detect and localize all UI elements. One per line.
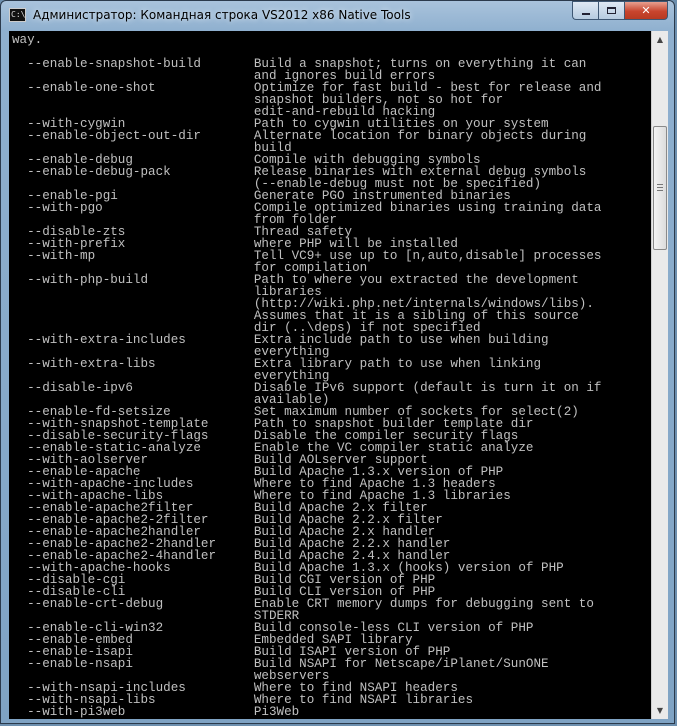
scroll-thumb[interactable] <box>653 126 667 250</box>
console-line: --with-php-build Path to where you extracted the development <box>12 273 579 287</box>
console-line: --with-pi3web Pi3Web <box>12 705 300 719</box>
console-line: --enable-apache2handler Build Apache 2.x handler <box>12 525 436 539</box>
console-line: available) <box>12 393 330 407</box>
console-output[interactable] <box>9 31 651 719</box>
console-line: --enable-debug-pack Release binaries with external debug symbols <box>12 165 587 179</box>
window-title: Администратор: Командная строка VS2012 x86 Native Tools <box>33 8 411 22</box>
maximize-icon <box>607 7 616 14</box>
console-line: --with-nsapi-includes Where to find NSAPI headers <box>12 681 458 695</box>
console-line: Assumes that it is a sibling of this source <box>12 309 579 323</box>
close-icon: ✕ <box>641 4 651 17</box>
console-line: --enable-nsapi Build NSAPI for Netscape/iPlanet/SunONE <box>12 657 549 671</box>
console-line: --enable-object-out-dir Alternate location for binary objects during <box>12 129 587 143</box>
console-line: dir (..\deps) if not specified <box>12 321 481 335</box>
console-line: --with-extra-libs Extra library path to use when linking <box>12 357 542 371</box>
minimize-icon <box>582 13 590 15</box>
caption-buttons <box>572 1 668 20</box>
console-line: (--enable-debug must not be specified) <box>12 177 542 191</box>
console-line: edit-and-rebuild hacking <box>12 105 436 119</box>
console-line: --enable-apache Build Apache 1.3.x version of PHP <box>12 465 504 479</box>
console-line: --enable-crt-debug Enable CRT memory dumps for debugging sent to <box>12 597 594 611</box>
console-line: --disable-zts Thread safety <box>12 225 353 239</box>
console-line: --enable-apache2-2handler Build Apache 2.2.x handler <box>12 537 451 551</box>
console-line: (http://wiki.php.net/internals/windows/libs). <box>12 297 594 311</box>
console-line: --disable-ipv6 Disable IPv6 support (default is turn it on if <box>12 381 602 395</box>
console-line: way. <box>12 33 43 47</box>
console-line: --with-extra-includes Extra include path to use when building <box>12 333 549 347</box>
console-line: --with-snapshot-template Path to snapshot builder template dir <box>12 417 534 431</box>
scroll-up-button[interactable] <box>652 31 668 48</box>
console-line: --enable-debug Compile with debugging symbols <box>12 153 481 167</box>
console-text <box>9 31 651 718</box>
thumb-grip-line <box>657 190 663 191</box>
scroll-up-arrow-icon: ▲ <box>656 35 664 44</box>
console-line: --with-pgo Compile optimized binaries using training data <box>12 201 602 215</box>
console-line: --with-apache-hooks Build Apache 1.3.x (hooks) version of PHP <box>12 561 564 575</box>
console-line: snapshot builders, not so hot for <box>12 93 504 107</box>
scroll-down-arrow-icon: ▼ <box>656 706 664 715</box>
console-line: --disable-security-flags Disable the compiler security flags <box>12 429 519 443</box>
console-line: --disable-cgi Build CGI version of PHP <box>12 573 436 587</box>
console-line: for compilation <box>12 261 368 275</box>
console-line: --enable-apache2-4handler Build Apache 2.4.x handler <box>12 549 451 563</box>
console-line: --with-apache-libs Where to find Apache 1.3 libraries <box>12 489 511 503</box>
console-line: from folder <box>12 213 337 227</box>
console-line: STDERR <box>12 609 300 623</box>
maximize-button[interactable] <box>598 1 624 20</box>
console-line: --with-apache-includes Where to find Apache 1.3 headers <box>12 477 496 491</box>
console-app-icon[interactable]: C:\ <box>9 8 26 22</box>
console-line: --enable-one-shot Optimize for fast build - best for release and <box>12 81 602 95</box>
thumb-grip-line <box>657 187 663 188</box>
console-line: --with-prefix where PHP will be installed <box>12 237 458 251</box>
console-line: --with-nsapi-libs Where to find NSAPI libraries <box>12 693 474 707</box>
console-line: everything <box>12 369 330 383</box>
console-line: --with-mp Tell VC9+ use up to [n,auto,disable] processes <box>12 249 602 263</box>
console-line: everything <box>12 345 330 359</box>
scroll-down-button[interactable] <box>652 702 668 719</box>
minimize-button[interactable] <box>572 1 598 20</box>
console-line: --enable-snapshot-build Build a snapshot; turns on everything it can <box>12 57 587 71</box>
console-line: --disable-cli Build CLI version of PHP <box>12 585 436 599</box>
console-line: libraries <box>12 285 322 299</box>
console-line: --enable-fd-setsize Set maximum number of sockets for select(2) <box>12 405 579 419</box>
console-line: --with-cygwin Path to cygwin utilities on your system <box>12 117 549 131</box>
console-line: --enable-apache2-2filter Build Apache 2.2.x filter <box>12 513 443 527</box>
console-line: --enable-apache2filter Build Apache 2.x filter <box>12 501 428 515</box>
vertical-scrollbar[interactable] <box>651 31 668 719</box>
console-line: --enable-isapi Build ISAPI version of PHP <box>12 645 451 659</box>
console-line: --enable-pgi Generate PGO instrumented binaries <box>12 189 511 203</box>
console-line: webservers <box>12 669 330 683</box>
console-line: and ignores build errors <box>12 69 436 83</box>
title-bar[interactable] <box>1 1 674 31</box>
close-button[interactable] <box>624 1 668 20</box>
console-line: --with-aolserver Build AOLserver support <box>12 453 428 467</box>
console-line: --enable-embed Embedded SAPI library <box>12 633 413 647</box>
console-line: build <box>12 141 292 155</box>
console-line: --enable-cli-win32 Build console-less CLI version of PHP <box>12 621 534 635</box>
console-line: --enable-static-analyze Enable the VC compiler static analyze <box>12 441 534 455</box>
thumb-grip-line <box>657 184 663 185</box>
